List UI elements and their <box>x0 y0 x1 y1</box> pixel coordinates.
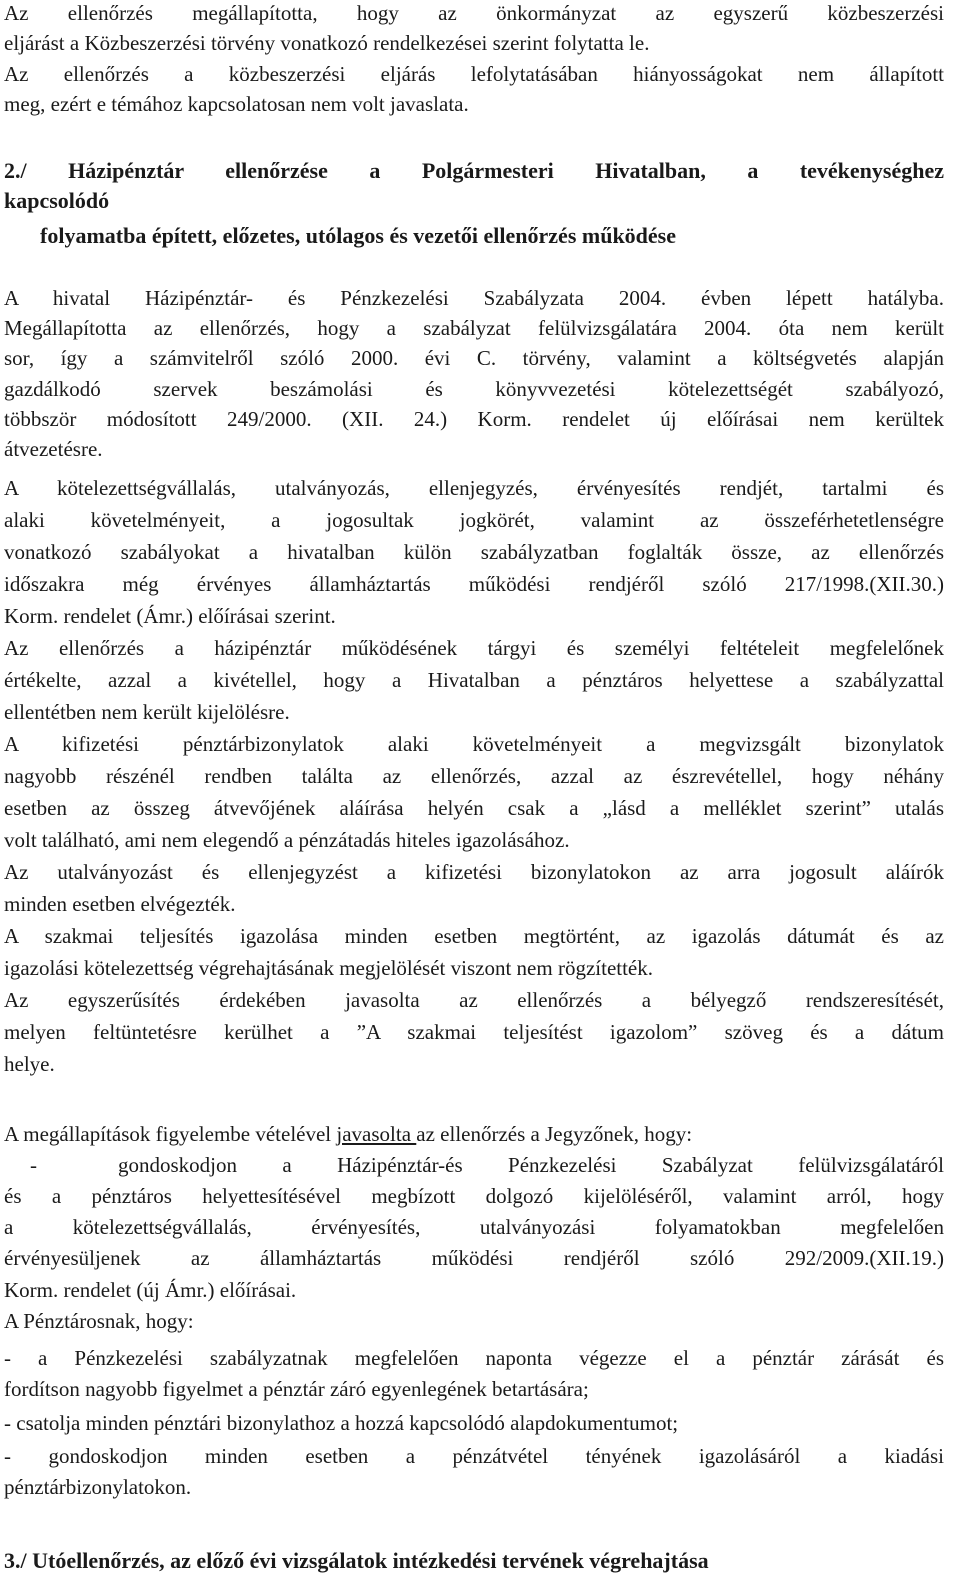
text-line: igazolási kötelezettség végrehajtásának megjelölését viszont nem rögzítették. <box>4 956 654 980</box>
text-run: az ellenőrzés a Jegyzőnek, hogy: <box>416 1122 693 1146</box>
list-item: gondoskodjon a Házipénztár-és Pénzkezelési Szabályzat felülvizsgálatáról <box>118 1153 944 1177</box>
text-line <box>4 1119 944 1149</box>
text-line: A szakmai teljesítés igazolása minden esetben megtörtént, az igazolás dátumát és az <box>4 924 944 948</box>
text-line: A kifizetési pénztárbizonylatok alaki követelményeit a megvizsgált bizonylatok <box>4 732 944 756</box>
text-line: nagyobb részénél rendben találta az ellenőrzés, azzal az észrevétellel, hogy néhány <box>4 764 944 788</box>
list-item: - csatolja minden pénztári bizonylathoz a hozzá kapcsolódó alapdokumentumot; <box>4 1411 679 1435</box>
text-line: Az utalványozást és ellenjegyzést a kifizetési bizonylatokon az arra jogosult aláírók <box>4 860 944 884</box>
text-line: A Pénztárosnak, hogy: <box>4 1309 194 1333</box>
text-line: a kötelezettségvállalás, érvényesítés, utalványozási folyamatokban megfelelően <box>4 1215 944 1239</box>
text-line: volt található, ami nem elegendő a pénzátadás hiteles igazolásához. <box>4 828 570 852</box>
text-line: helye. <box>4 1052 55 1076</box>
text-line: fordítson nagyobb figyelmet a pénztár záró egyenlegének betartására; <box>4 1377 589 1401</box>
text-line: sor, így a számvitelről szóló 2000. évi C. törvény, valamint a költségvetés alapján <box>4 346 944 370</box>
text-line: Az ellenőrzés a házipénztár működésének tárgyi és személyi feltételeit megfelelőnek <box>4 636 944 660</box>
text-line: értékelte, azzal a kivétellel, hogy a Hivatalban a pénztáros helyettese a szabályzattal <box>4 668 944 692</box>
text-line: Korm. rendelet (Ámr.) előírásai szerint. <box>4 604 336 628</box>
section-heading: kapcsolódó <box>4 188 110 213</box>
text-line: Az ellenőrzés megállapította, hogy az önkormányzat az egyszerű közbeszerzési <box>4 1 944 25</box>
text-line: időszakra még érvényes államháztartás működési rendjéről szóló 217/1998.(XII.30.) <box>4 572 944 596</box>
text-line: Korm. rendelet (új Ámr.) előírásai. <box>4 1278 297 1302</box>
text-line: többször módosított 249/2000. (XII. 24.) Korm. rendelet új előírásai nem kerültek <box>4 407 944 431</box>
list-item: - gondoskodjon minden esetben a pénzátvétel tényének igazolásáról a kiadási <box>4 1444 944 1468</box>
underlined-text: javasolta <box>336 1122 417 1146</box>
text-line: ellentétben nem került kijelölésre. <box>4 700 290 724</box>
section-heading: 3./ Utóellenőrzés, az előző évi vizsgálatok intézkedési tervének végrehajtása <box>4 1548 709 1573</box>
text-line: A hivatal Házipénztár- és Pénzkezelési Szabályzata 2004. évben lépett hatályba. <box>4 286 944 310</box>
text-line: meg, ezért e témához kapcsolatosan nem volt javaslata. <box>4 92 469 116</box>
text-line: eljárást a Közbeszerzési törvény vonatkozó rendelkezései szerint folytatta le. <box>4 31 650 55</box>
text-line: Az ellenőrzés a közbeszerzési eljárás lefolytatásában hiányosságokat nem állapított <box>4 62 944 86</box>
text-line: átvezetésre. <box>4 437 103 461</box>
text-line: érvényesüljenek az államháztartás működési rendjéről szóló 292/2009.(XII.19.) <box>4 1246 944 1270</box>
list-dash: - <box>30 1153 37 1177</box>
text-line: melyen feltüntetésre kerülhet a ”A szakmai teljesítést igazolom” szöveg és a dátum <box>4 1020 944 1044</box>
text-line: minden esetben elvégezték. <box>4 892 236 916</box>
text-line: A kötelezettségvállalás, utalványozás, ellenjegyzés, érvényesítés rendjét, tartalmi és <box>4 476 944 500</box>
text-line: alaki követelményeit, a jogosultak jogkörét, valamint az összeférhetetlenségre <box>4 508 944 532</box>
text-line: gazdálkodó szervek beszámolási és könyvvezetési kötelezettségét szabályozó, <box>4 377 944 401</box>
text-run: A megállapítások figyelembe vételével <box>4 1122 337 1146</box>
text-line: Az egyszerűsítés érdekében javasolta az ellenőrzés a bélyegző rendszeresítését, <box>4 988 944 1012</box>
text-line: esetben az összeg átvevőjének aláírása helyén csak a „lásd a melléklet szerint” utalás <box>4 796 944 820</box>
text-line: Megállapította az ellenőrzés, hogy a szabályzat felülvizsgálatára 2004. óta nem került <box>4 316 944 340</box>
section-heading: 2./ Házipénztár ellenőrzése a Polgármesteri Hivatalban, a tevékenységhez <box>4 158 944 183</box>
section-heading: folyamatba épített, előzetes, utólagos és vezetői ellenőrzés működése <box>40 223 677 248</box>
text-line: és a pénztáros helyettesítésével megbízott dolgozó kijelöléséről, valamint arról, hogy <box>4 1184 944 1208</box>
text-line: pénztárbizonylatokon. <box>4 1475 192 1499</box>
list-item: - a Pénzkezelési szabályzatnak megfelelően naponta végezze el a pénztár zárását és <box>4 1346 944 1370</box>
text-line: vonatkozó szabályokat a hivatalban külön szabályzatban foglalták össze, az ellenőrzés <box>4 540 944 564</box>
